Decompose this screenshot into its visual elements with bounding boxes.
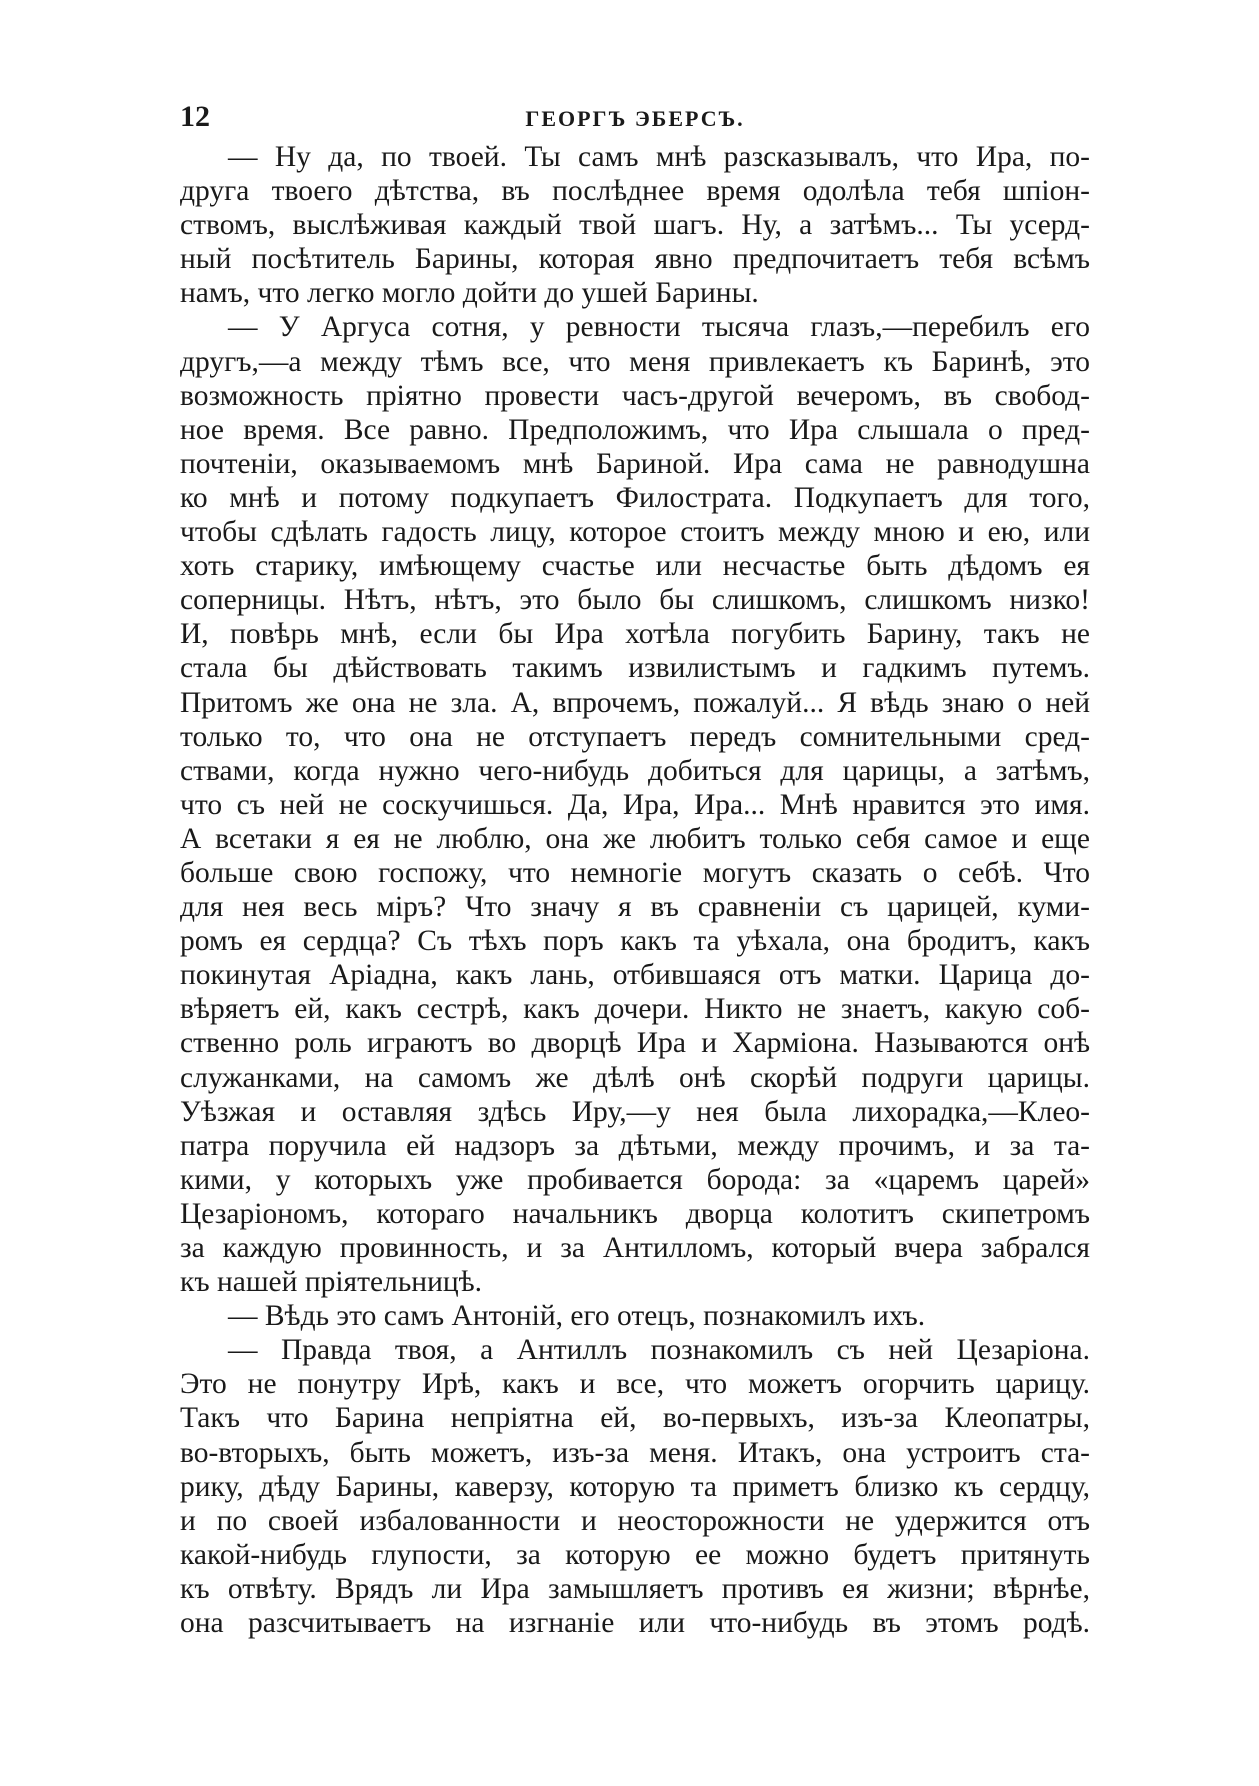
text-line: для нея весь міръ? Что значу я въ сравненіи съ царицей, куми- <box>180 891 1090 924</box>
running-head <box>180 100 1090 134</box>
text-line: патра поручила ей надзоръ за дѣтьми, между прочимъ, и за та- <box>180 1129 1090 1162</box>
text-line: только то, что она не отступаетъ передъ сомнительными сред- <box>180 720 1090 753</box>
text-line: Такъ что Барина непріятна ей, во-первыхъ, изъ-за Клеопатры, <box>180 1402 1090 1435</box>
text-line: ромъ ея сердца? Съ тѣхъ поръ какъ та уѣхала, она бродитъ, какъ <box>180 925 1090 958</box>
text-line: — Правда твоя, а Антиллъ познакомилъ съ ней Цезаріона. <box>228 1334 1090 1367</box>
text-line: больше свою госпожу, что немногіе могутъ сказать о себѣ. Что <box>180 856 1090 889</box>
text-line: къ нашей пріятельницѣ. <box>180 1266 483 1299</box>
text-line: И, повѣрь мнѣ, если бы Ира хотѣла погубить Барину, такъ не <box>180 618 1090 651</box>
text-line: служанками, на самомъ же дѣлѣ онѣ скорѣй подруги царицы. <box>180 1061 1090 1094</box>
text-line: ное время. Все равно. Предположимъ, что Ира слышала о пред- <box>180 413 1090 446</box>
text-line: — У Аргуса сотня, у ревности тысяча глазъ,—перебилъ его <box>228 311 1090 344</box>
text-line: соперницы. Нѣтъ, нѣтъ, это было бы слишкомъ, слишкомъ низко! <box>180 584 1090 617</box>
text-line: ствомъ, выслѣживая каждый твой шагъ. Ну, а затѣмъ... Ты усерд- <box>180 209 1090 242</box>
text-line: покинутая Аріадна, какъ лань, отбившаяся отъ матки. Царица до- <box>180 959 1090 992</box>
running-title: ГЕОРГЪ ЭБЕРСЪ. <box>525 106 745 131</box>
text-line: другъ,—а между тѣмъ все, что меня привлекаетъ къ Баринѣ, это <box>180 345 1090 378</box>
text-line: за каждую провинность, и за Антилломъ, который вчера забрался <box>180 1232 1090 1264</box>
text-line: — Ну да, по твоей. Ты самъ мнѣ разсказывалъ, что Ира, по- <box>228 141 1090 173</box>
text-line: что съ ней не соскучишься. Да, Ира, Ира... Мнѣ нравится это имя. <box>180 788 1090 821</box>
text-line: чтобы сдѣлать гадость лицу, которое стоитъ между мною и ею, или <box>180 516 1090 549</box>
text-line: вѣряетъ ей, какъ сестрѣ, какъ дочери. Никто не знаетъ, какую соб- <box>180 993 1090 1026</box>
text-line: къ отвѣту. Врядъ ли Ира замышляетъ противъ ея жизни; вѣрнѣе, <box>180 1572 1090 1605</box>
text-line: какой-нибудь глупости, за которую ее можно будетъ притянуть <box>180 1538 1090 1571</box>
text-line: Притомъ же она не зла. А, впрочемъ, пожалуй... Я вѣдь знаю о ней <box>180 686 1090 719</box>
page-number: 12 <box>180 100 210 133</box>
text-line: ный посѣтитель Барины, которая явно предпочитаетъ тебя всѣмъ <box>180 243 1090 276</box>
text-line: она разсчитываетъ на изгнаніе или что-нибудь въ этомъ родѣ. <box>180 1607 1090 1640</box>
text-line: во-вторыхъ, быть можетъ, изъ-за меня. Итакъ, она устроитъ ста- <box>180 1436 1090 1469</box>
text-line: возможность пріятно провести часъ-другой вечеромъ, въ свобод- <box>180 379 1090 412</box>
text-line: ко мнѣ и потому подкупаетъ Филострата. Подкупаетъ для того, <box>180 481 1090 514</box>
text-line: рику, дѣду Барины, каверзу, которую та приметъ близко къ сердцу, <box>180 1470 1090 1503</box>
text-line: — Вѣдь это самъ Антоній, его отецъ, познакомилъ ихъ. <box>228 1300 926 1333</box>
text-line: намъ, что легко могло дойти до ушей Барины. <box>180 277 759 310</box>
text-line: Уѣзжая и оставляя здѣсь Иру,—у нея была лихорадка,—Клео- <box>180 1095 1090 1128</box>
text-line: ствами, когда нужно чего-нибудь добиться для царицы, а затѣмъ, <box>180 754 1090 787</box>
text-line: и по своей избалованности и неосторожности не удержится отъ <box>180 1504 1090 1537</box>
text-line: друга твоего дѣтства, въ послѣднее время одолѣла тебя шпіон- <box>180 175 1090 208</box>
text-line: А всетаки я ея не люблю, она же любитъ только себя самое и еще <box>180 822 1090 855</box>
text-line: ственно роль играютъ во дворцѣ Ира и Харміона. Называются онѣ <box>180 1027 1090 1060</box>
body-text <box>180 140 1090 1640</box>
text-line: кими, у которыхъ уже пробивается борода: за «царемъ царей» <box>180 1163 1090 1196</box>
text-line: почтеніи, оказываемомъ мнѣ Бариной. Ира сама не равнодушна <box>180 447 1090 480</box>
text-line: стала бы дѣйствовать такимъ извилистымъ и гадкимъ путемъ. <box>180 652 1090 685</box>
text-line: хоть старику, имѣющему счастье или несчастье быть дѣдомъ ея <box>180 550 1090 583</box>
text-line: Это не понутру Ирѣ, какъ и все, что можетъ огорчить царицу. <box>180 1368 1090 1401</box>
text-line: Цезаріономъ, котораго начальникъ дворца колотитъ скипетромъ <box>180 1197 1090 1230</box>
